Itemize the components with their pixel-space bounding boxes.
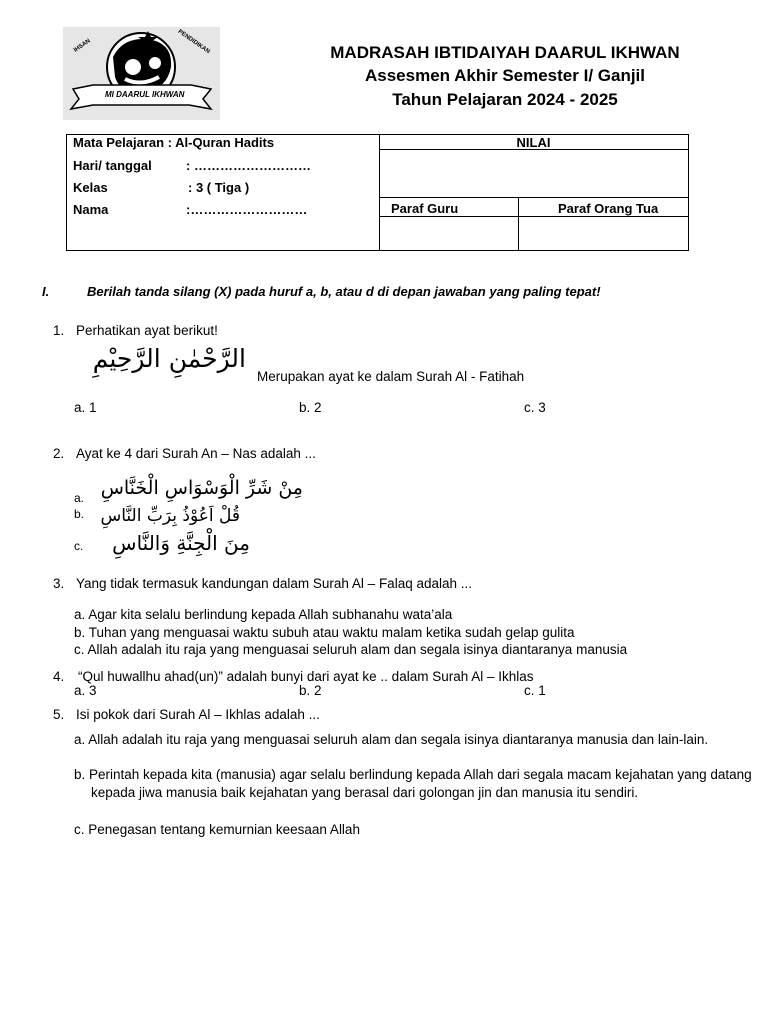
teacher-sign-label: Paraf Guru [391,201,459,216]
school-name: MADRASAH IBTIDAIYAH DAARUL IKHWAN [330,43,680,62]
question-4-option-c[interactable]: c. 1 [524,683,546,698]
question-4-option-b[interactable]: b. 2 [299,683,322,698]
question-1-text: Perhatikan ayat berikut! [76,323,218,338]
name-field[interactable]: :……………………… [186,202,308,217]
question-4-number: 4. [53,669,65,684]
question-2-option-a-label[interactable]: a. [74,491,85,505]
question-2-option-c-label[interactable]: c. [74,539,84,553]
logo-text-bottom: MI DAARUL IKHWAN [105,90,185,99]
logo-text-left: IHSAN [72,38,92,54]
question-4-text: “Qul huwallhu ahad(un)” adalah bunyi dari ayat ke .. dalam Surah Al – Ikhlas [78,669,534,684]
logo-text-right: PENDIDIKAN [176,28,211,56]
info-table [66,134,689,251]
name-label: Nama [73,202,109,217]
question-2-option-a-arabic[interactable]: مِنْ شَرِّ الْوَسْوَاسِ الْخَنَّاسِ [100,477,303,499]
class-label: Kelas [73,180,108,195]
question-3-text: Yang tidak termasuk kandungan dalam Surah Al – Falaq adalah ... [76,576,473,591]
question-1-option-a[interactable]: a. 1 [74,400,97,415]
day-date-field[interactable]: : ……………………… [186,158,311,173]
parent-sign-label: Paraf Orang Tua [558,201,659,216]
question-2-option-b-label[interactable]: b. [74,507,85,521]
question-2-option-c-arabic[interactable]: مِنَ الْجِنَّةِ وَالنَّاسِ [112,531,250,555]
question-4-option-a[interactable]: a. 3 [74,683,97,698]
question-5-option-b[interactable]: b. Perintah kepada kita (manusia) agar selalu berlindung kepada Allah dari segala macam kejahatan yang datang kepada jiwa manusia baik kejahatan yang berasal dari golongan jin dan manusia itu sendiri. [74,767,752,800]
subject-label: Mata Pelajaran : Al-Quran Hadits [73,135,275,150]
question-2-text: Ayat ke 4 dari Surah An – Nas adalah ... [76,446,316,461]
question-1-number: 1. [53,323,65,338]
score-label: NILAI [516,135,551,150]
question-3-number: 3. [53,576,65,591]
question-5-number: 5. [53,707,65,722]
day-date-label: Hari/ tanggal [73,158,152,173]
section-number: I. [42,284,50,299]
question-2-option-b-arabic[interactable]: قُلْ اَعُوْذُ بِرَبِّ النَّاسِ [100,506,240,526]
question-3-option-b[interactable]: b. Tuhan yang menguasai waktu subuh atau waktu malam ketika sudah gelap gulita [74,625,575,640]
question-1-option-b[interactable]: b. 2 [299,400,322,415]
question-5-option-c[interactable]: c. Penegasan tentang kemurnian keesaan Allah [74,822,360,837]
question-3-option-c[interactable]: c. Allah adalah itu raja yang menguasai seluruh alam dan segala isinya diantaranya manusia [74,642,628,657]
question-1-option-c[interactable]: c. 3 [524,400,546,415]
question-3-option-a[interactable]: a. Agar kita selalu berlindung kepada Allah subhanahu wata’ala [74,607,453,622]
question-1-arabic: الرَّحْمٰنِ الرَّحِيْمِ [92,344,246,373]
exam-name: Assesmen Akhir Semester I/ Ganjil [365,66,645,85]
section-text: Berilah tanda silang (X) pada huruf a, b, atau d di depan jawaban yang paling tepat! [87,284,601,299]
class-value: : 3 ( Tiga ) [188,180,250,195]
question-2-number: 2. [53,446,65,461]
question-5-text: Isi pokok dari Surah Al – Ikhlas adalah ... [76,707,320,722]
question-5-option-a[interactable]: a. Allah adalah itu raja yang menguasai seluruh alam dan segala isinya diantaranya manusia dan lain-lain. [74,732,709,747]
academic-year: Tahun Pelajaran 2024 - 2025 [392,90,618,109]
question-1-after-arabic: Merupakan ayat ke dalam Surah Al - Fatihah [257,369,525,384]
school-logo [63,27,220,120]
